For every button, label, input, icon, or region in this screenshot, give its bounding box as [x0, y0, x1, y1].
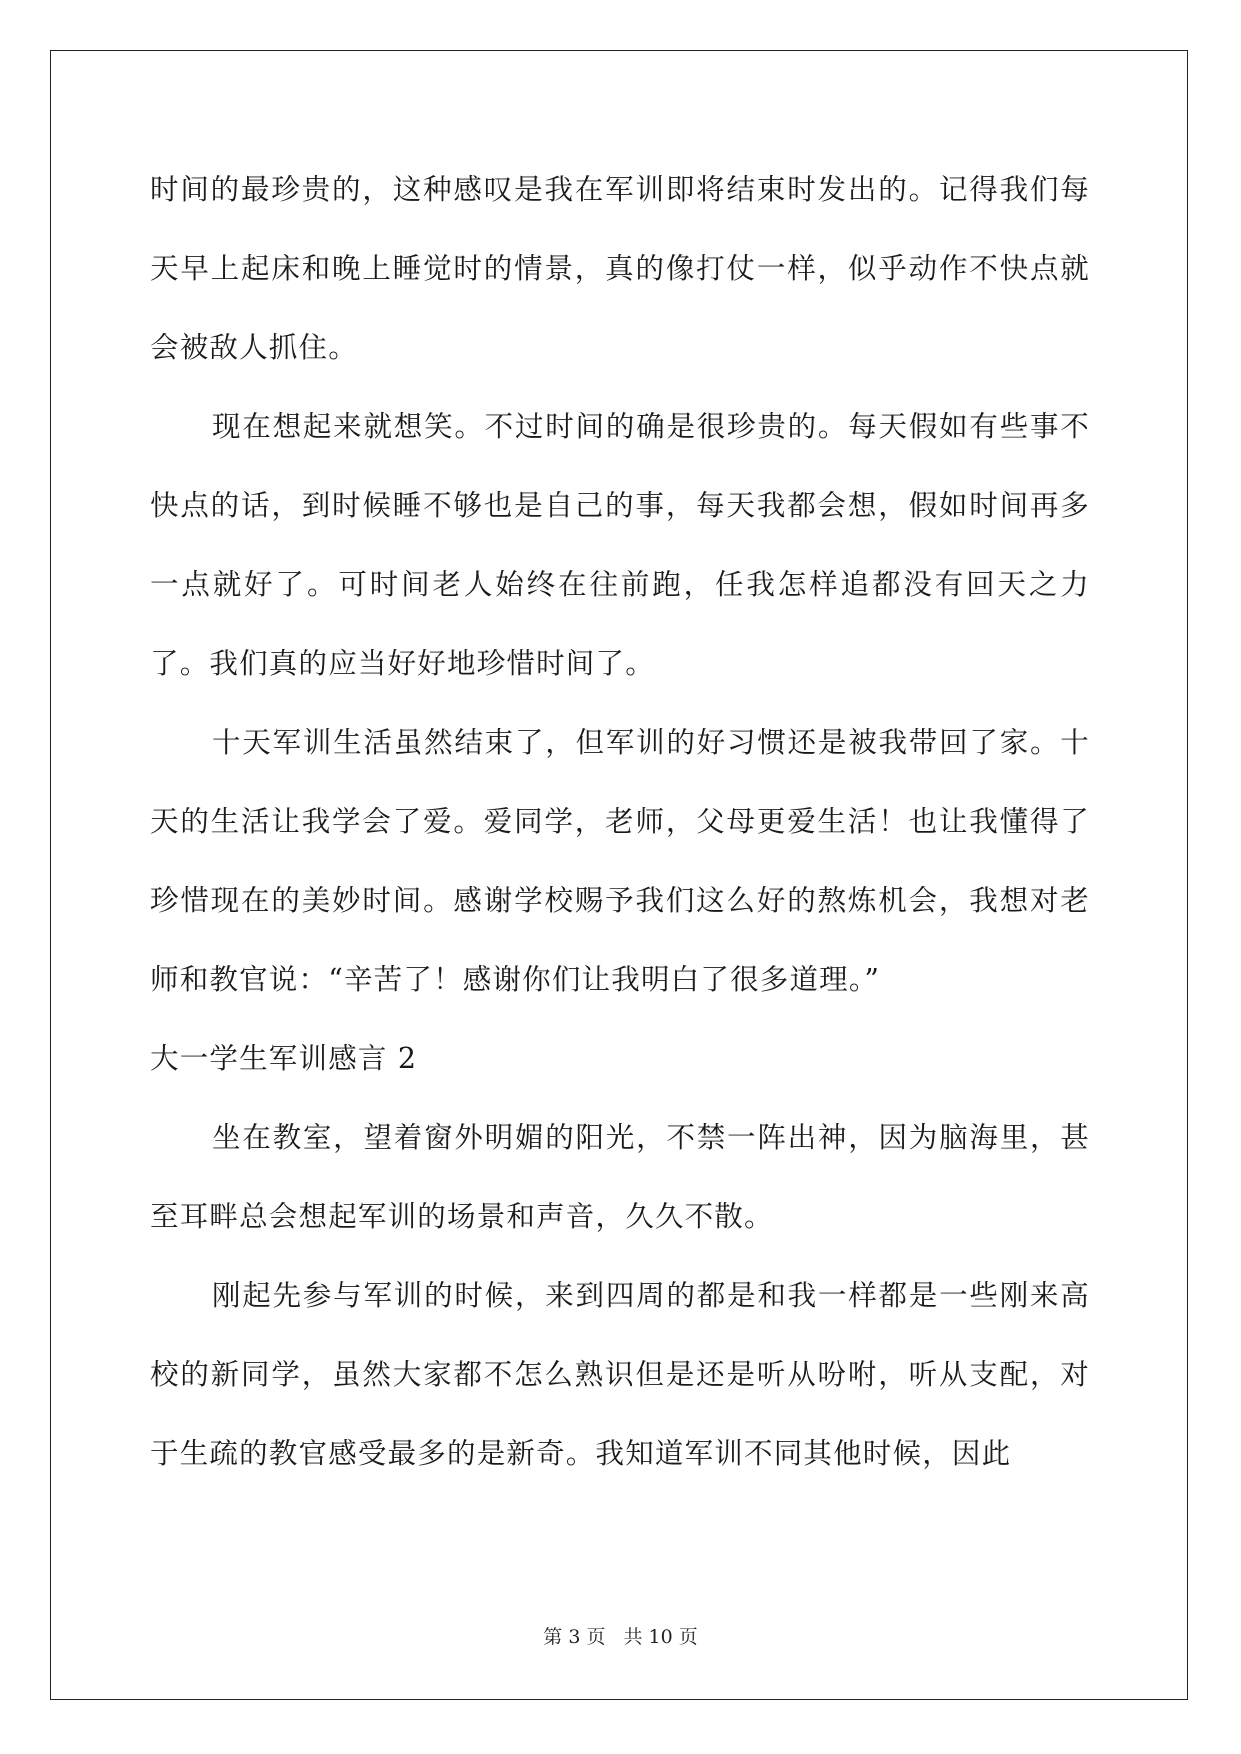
section-heading: 大一学生军训感言 2: [150, 1042, 418, 1075]
total-pages-label: 共 10 页: [623, 1626, 698, 1648]
paragraph-3: 十天军训生活虽然结束了，但军训的好习惯还是被我带回了家。十天的生活让我学会了爱。爱同学，老师，父母更爱生活！也让我懂得了珍惜现在的美妙时间。感谢学校赐予我们这么好的熬炼机会，我想对老师和教官说：“辛苦了！感谢你们让我明白了很多道理。”: [150, 726, 1090, 996]
page-footer: [0, 1622, 1241, 1649]
paragraph-2: 现在想起来就想笑。不过时间的确是很珍贵的。每天假如有些事不快点的话，到时候睡不够也是自己的事，每天我都会想，假如时间再多一点就好了。可时间老人始终在往前跑，任我怎样追都没有回天之力了。我们真的应当好好地珍惜时间了。: [150, 410, 1090, 680]
section-paragraph-2: 刚起先参与军训的时候，来到四周的都是和我一样都是一些刚来高校的新同学，虽然大家都不怎么熟识但是还是听从吩咐，听从支配，对于生疏的教官感受最多的是新奇。我知道军训不同其他时候，因此: [150, 1279, 1090, 1470]
section-paragraph-1: 坐在教室，望着窗外明媚的阳光，不禁一阵出神，因为脑海里，甚至耳畔总会想起军训的场景和声音，久久不散。: [150, 1121, 1090, 1233]
paragraph-1: 时间的最珍贵的，这种感叹是我在军训即将结束时发出的。记得我们每天早上起床和晚上睡觉时的情景，真的像打仗一样，似乎动作不快点就会被敌人抓住。: [150, 173, 1090, 364]
document-body: [150, 150, 1090, 1493]
current-page-label: 第 3 页: [543, 1626, 606, 1648]
